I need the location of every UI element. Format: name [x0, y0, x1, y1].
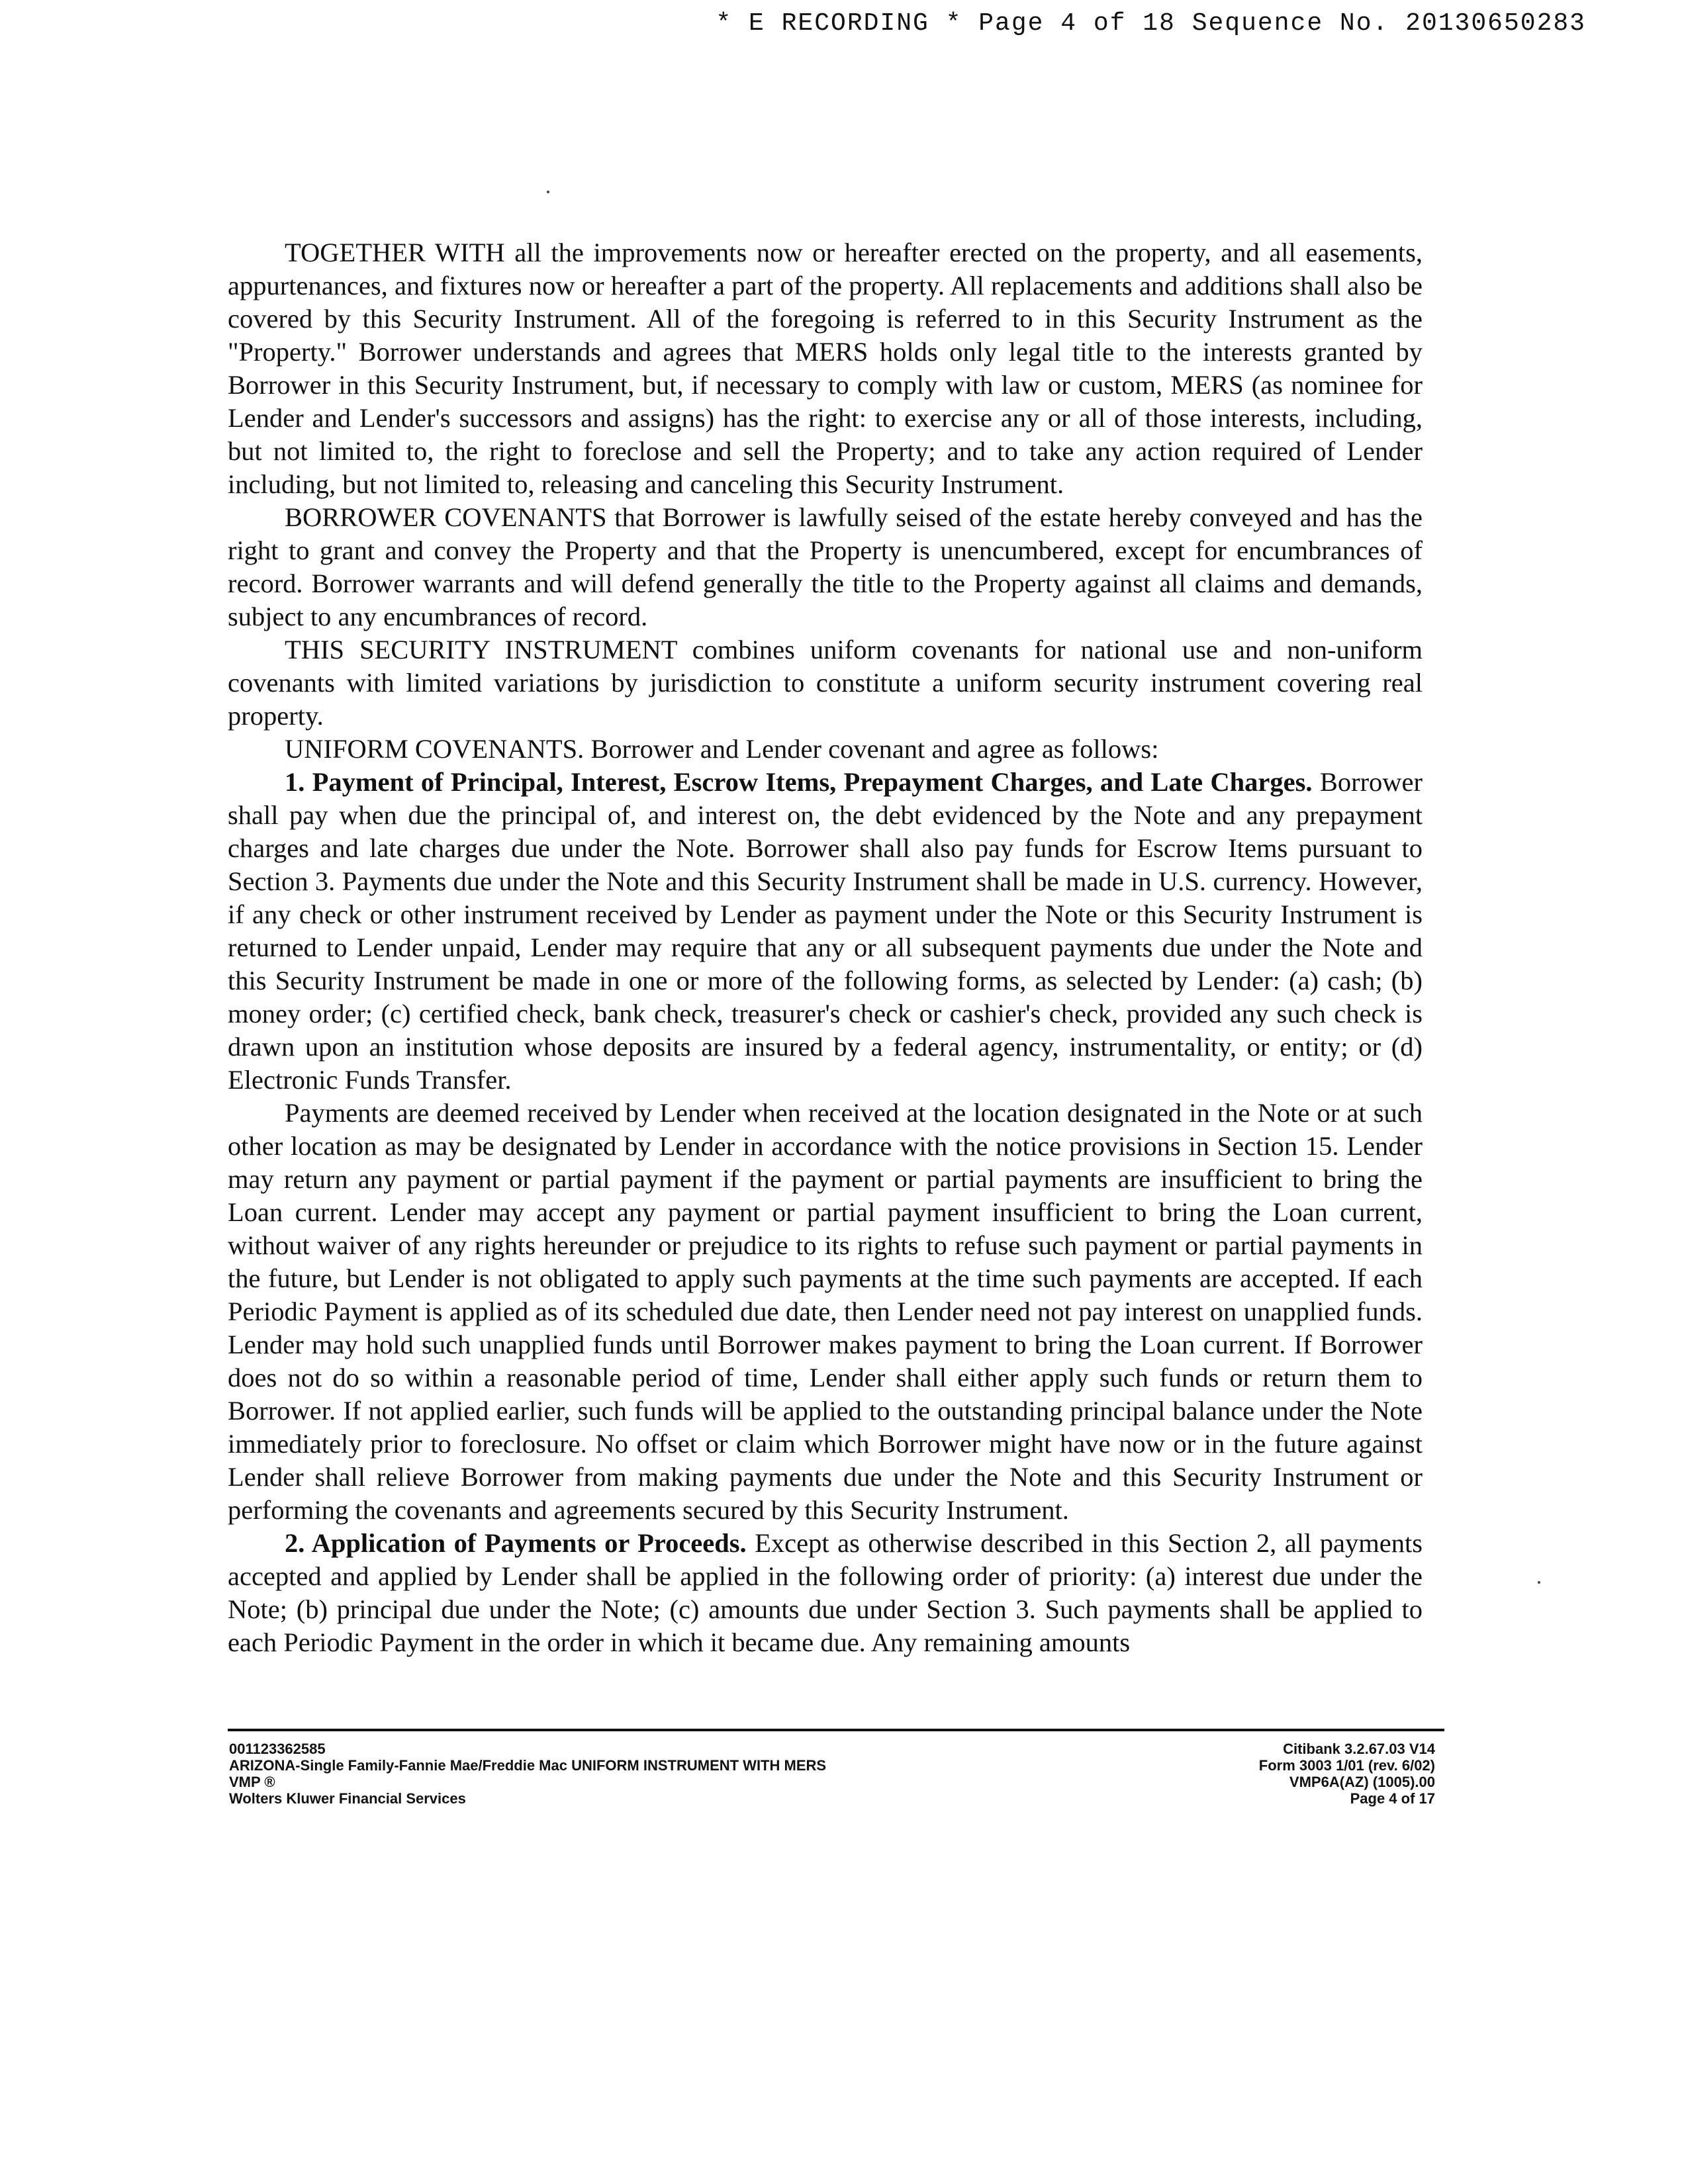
- section-1: [228, 766, 1423, 1097]
- paragraph-borrower-covenants: BORROWER COVENANTS that Borrower is lawfully seised of the estate hereby conveyed and has the right to grant and convey the Property and that the Property is unencumbered, except for encumbrances of record. Borrower warrants and will defend generally the title to the Property against all claims and demands, subject to any encumbrances of record.: [228, 502, 1423, 631]
- form-number: Form 3003 1/01 (rev. 6/02): [1258, 1757, 1435, 1774]
- section-2: [228, 1527, 1423, 1659]
- loan-number: 001123362585: [229, 1741, 326, 1757]
- vmp-mark: VMP ®: [229, 1774, 275, 1790]
- publisher-name: Wolters Kluwer Financial Services: [229, 1790, 466, 1807]
- paragraph-security-instrument: THIS SECURITY INSTRUMENT combines uniform covenants for national use and non-uniform covenants with limited variations by jurisdiction to constitute a uniform security instrument covering real property.: [228, 635, 1423, 731]
- scan-speck: [547, 191, 549, 193]
- section-1-title: 1. Payment of Principal, Interest, Escrow Items, Prepayment Charges, and Late Charges.: [285, 767, 1313, 797]
- footer-left: [229, 1741, 826, 1807]
- paragraph-together-with: TOGETHER WITH all the improvements now or hereafter erected on the property, and all easements, appurtenances, and fixtures now or hereafter a part of the property. All replacements and additions shall also be covered by this Security Instrument. All of the foregoing is referred to in this Security Instrument as the "Property." Borrower understands and agrees that MERS holds only legal title to the interests granted by Borrower in this Security Instrument, but, if necessary to comply with law or custom, MERS (as nominee for Lender and Lender's successors and assigns) has the right: to exercise any or all of those interests, including, but not limited to, the right to foreclose and sell the Property; and to take any action required of Lender including, but not limited to, releasing and canceling this Security Instrument.: [228, 238, 1423, 499]
- lender-version: Citibank 3.2.67.03 V14: [1283, 1741, 1435, 1757]
- recording-header: * E RECORDING * Page 4 of 18 Sequence No. 20130650283: [716, 9, 1586, 38]
- section-2-text: Except as otherwise described in this Section 2, all payments accepted and applied by Lender shall be applied in the following order of priority: (a) interest due under the Note; (b) principal due under the Note; (c) amounts due under Section 3. Such payments shall be applied to each Periodic Payment in the order in which it became due. Any remaining amounts: [228, 1528, 1423, 1657]
- vmp-code: VMP6A(AZ) (1005).00: [1289, 1774, 1435, 1790]
- section-2-title: 2. Application of Payments or Proceeds.: [285, 1528, 747, 1558]
- footer-right: [1259, 1741, 1435, 1807]
- footer-divider: [228, 1729, 1444, 1731]
- paragraph-uniform-covenants: UNIFORM COVENANTS. Borrower and Lender covenant and agree as follows:: [285, 734, 1159, 764]
- scan-speck: [1538, 1581, 1540, 1584]
- document-body: [228, 236, 1423, 1659]
- form-description: ARIZONA-Single Family-Fannie Mae/Freddie Mac UNIFORM INSTRUMENT WITH MERS: [229, 1757, 827, 1774]
- section-1-text: Borrower shall pay when due the principal of, and interest on, the debt evidenced by the Note and any prepayment charges and late charges due under the Note. Borrower shall also pay funds for Escrow Items pursuant to Section 3. Payments due under the Note and this Security Instrument shall be made in U.S. currency. However, if any check or other instrument received by Lender as payment under the Note or this Security Instrument is returned to Lender unpaid, Lender may require that any or all subsequent payments due under the Note and this Security Instrument be made in one or more of the following forms, as selected by Lender: (a) cash; (b) money order; (c) certified check, bank check, treasurer's check or cashier's check, provided any such check is drawn upon an institution whose deposits are insured by a federal agency, instrumentality, or entity; or (d) Electronic Funds Transfer.: [228, 767, 1423, 1095]
- paragraph-payments-received: Payments are deemed received by Lender when received at the location designated in the Note or at such other location as may be designated by Lender in accordance with the notice provisions in Section 15. Lender may return any payment or partial payment if the payment or partial payments are insufficient to bring the Loan current. Lender may accept any payment or partial payment insufficient to bring the Loan current, without waiver of any rights hereunder or prejudice to its rights to refuse such payment or partial payments in the future, but Lender is not obligated to apply such payments at the time such payments are accepted. If each Periodic Payment is applied as of its scheduled due date, then Lender need not pay interest on unapplied funds. Lender may hold such unapplied funds until Borrower makes payment to bring the Loan current. If Borrower does not do so within a reasonable period of time, Lender shall either apply such funds or return them to Borrower. If not applied earlier, such funds will be applied to the outstanding principal balance under the Note immediately prior to foreclosure. No offset or claim which Borrower might have now or in the future against Lender shall relieve Borrower from making payments due under the Note and this Security Instrument or performing the covenants and agreements secured by this Security Instrument.: [228, 1098, 1423, 1525]
- page-number: Page 4 of 17: [1350, 1790, 1435, 1807]
